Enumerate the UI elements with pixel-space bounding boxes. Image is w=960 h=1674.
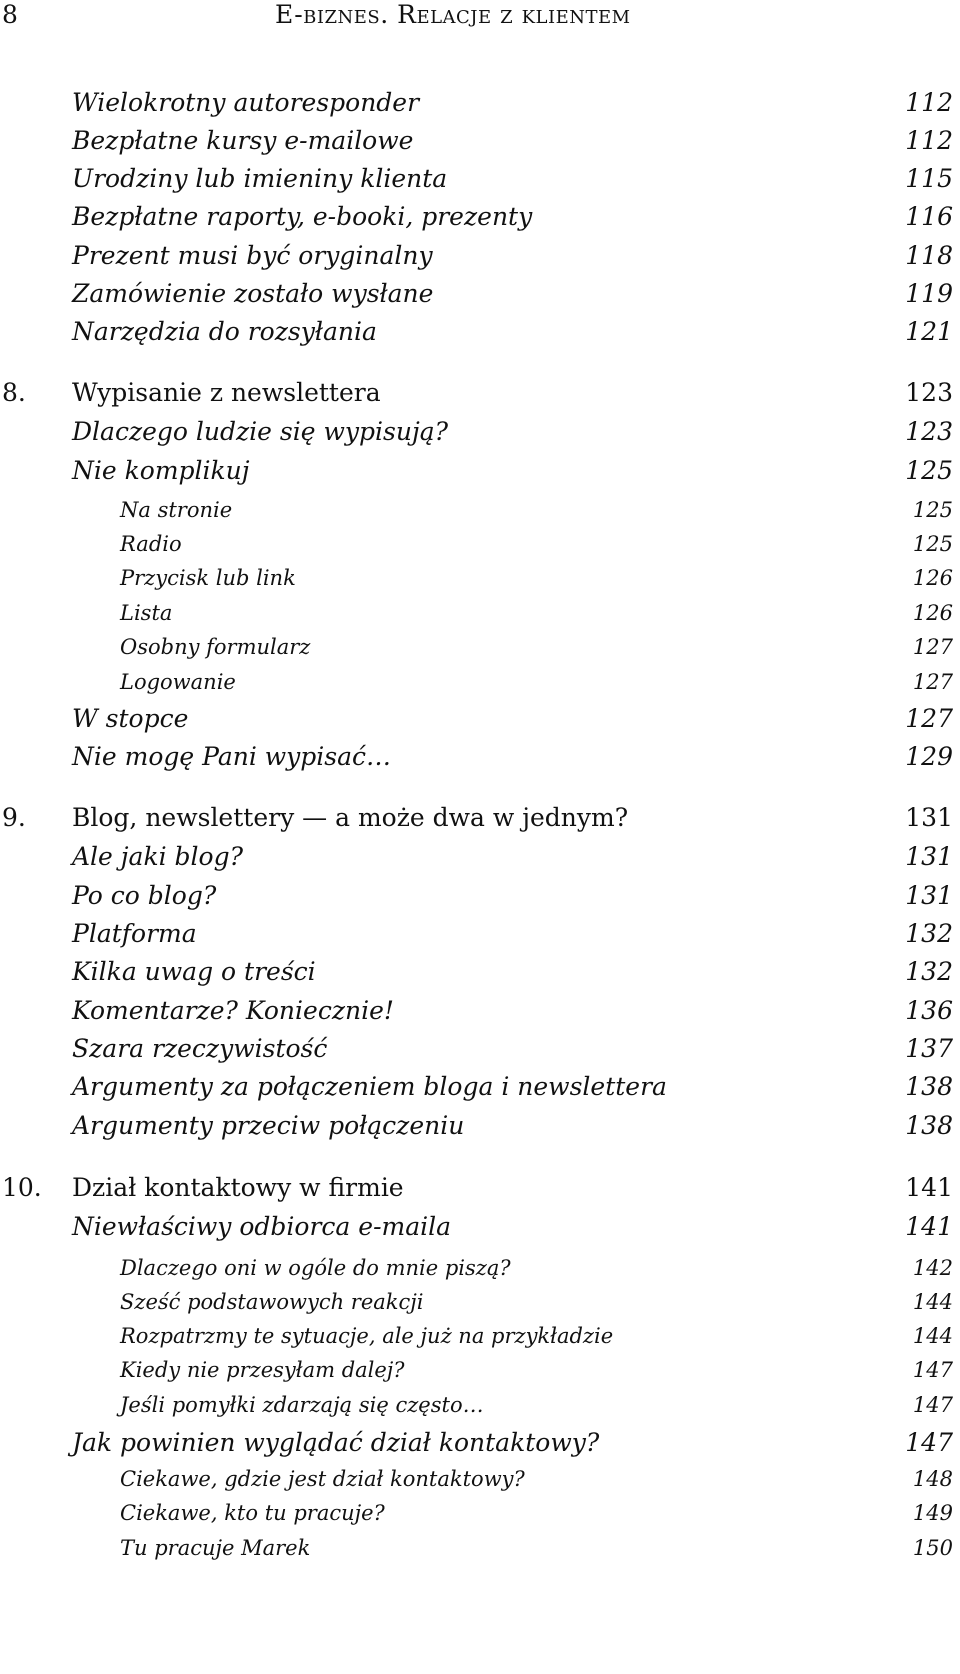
entry-title: Kilka uwag o treści bbox=[72, 957, 316, 986]
entry-page-number: 142 bbox=[912, 1256, 953, 1280]
toc-section bbox=[0, 957, 960, 991]
entry-title: Zamówienie zostało wysłane bbox=[72, 279, 434, 308]
entry-page-number: 131 bbox=[905, 803, 953, 832]
entry-page-number: 116 bbox=[905, 202, 953, 231]
entry-title: Nie komplikuj bbox=[72, 456, 250, 485]
chapter-number: 9. bbox=[2, 803, 26, 832]
toc-section bbox=[0, 1034, 960, 1068]
entry-title: Szara rzeczywistość bbox=[72, 1034, 328, 1063]
entry-page-number: 127 bbox=[912, 670, 953, 694]
entry-page-number: 144 bbox=[912, 1324, 953, 1348]
entry-title: Na stronie bbox=[120, 498, 233, 522]
entry-title: Nie mogę Pani wypisać… bbox=[72, 742, 392, 771]
toc-section bbox=[0, 1111, 960, 1145]
entry-title: Komentarze? Koniecznie! bbox=[72, 996, 394, 1025]
entry-title: Bezpłatne raporty, e-booki, prezenty bbox=[72, 202, 533, 231]
toc-subsection bbox=[0, 1392, 960, 1426]
toc-section bbox=[0, 126, 960, 160]
entry-page-number: 138 bbox=[905, 1072, 953, 1101]
toc-subsection bbox=[0, 497, 960, 531]
entry-page-number: 136 bbox=[905, 996, 953, 1025]
entry-page-number: 127 bbox=[912, 635, 953, 659]
toc-section bbox=[0, 1212, 960, 1246]
toc-section bbox=[0, 241, 960, 275]
toc-section bbox=[0, 704, 960, 738]
entry-title: Blog, newslettery — a może dwa w jednym? bbox=[72, 803, 629, 832]
chapter-number: 8. bbox=[2, 378, 26, 407]
toc-section bbox=[0, 88, 960, 122]
entry-page-number: 123 bbox=[905, 417, 953, 446]
entry-page-number: 144 bbox=[912, 1290, 953, 1314]
entry-page-number: 147 bbox=[912, 1393, 953, 1417]
entry-page-number: 141 bbox=[905, 1173, 953, 1202]
entry-title: Prezent musi być oryginalny bbox=[72, 241, 433, 270]
entry-page-number: 118 bbox=[905, 241, 953, 270]
entry-title: Niewłaściwy odbiorca e-maila bbox=[72, 1212, 452, 1241]
entry-title: Narzędzia do rozsyłania bbox=[72, 317, 377, 346]
entry-title: Lista bbox=[120, 601, 173, 625]
toc-section bbox=[0, 164, 960, 198]
entry-title: Tu pracuje Marek bbox=[120, 1536, 311, 1560]
toc-section bbox=[0, 1428, 960, 1462]
entry-title: Radio bbox=[120, 532, 182, 556]
entry-title: Urodziny lub imieniny klienta bbox=[72, 164, 448, 193]
toc-subsection bbox=[0, 1255, 960, 1289]
entry-page-number: 127 bbox=[905, 704, 953, 733]
entry-page-number: 141 bbox=[905, 1212, 953, 1241]
toc-subsection bbox=[0, 1466, 960, 1500]
toc-chapter bbox=[0, 378, 960, 412]
toc-section bbox=[0, 417, 960, 451]
entry-title: Ciekawe, kto tu pracuje? bbox=[120, 1501, 385, 1525]
toc-section bbox=[0, 1072, 960, 1106]
toc-subsection bbox=[0, 669, 960, 703]
toc-section bbox=[0, 456, 960, 490]
toc-section bbox=[0, 279, 960, 313]
entry-page-number: 147 bbox=[912, 1358, 953, 1382]
running-title: E-biznes. Relacje z klientem bbox=[275, 0, 631, 29]
entry-page-number: 132 bbox=[905, 957, 953, 986]
entry-title: Wielokrotny autoresponder bbox=[72, 88, 420, 117]
entry-page-number: 148 bbox=[912, 1467, 953, 1491]
toc-section bbox=[0, 742, 960, 776]
entry-title: Dlaczego ludzie się wypisują? bbox=[72, 417, 449, 446]
entry-title: Bezpłatne kursy e-mailowe bbox=[72, 126, 414, 155]
entry-title: W stopce bbox=[72, 704, 189, 733]
entry-title: Platforma bbox=[72, 919, 197, 948]
entry-page-number: 138 bbox=[905, 1111, 953, 1140]
entry-page-number: 119 bbox=[905, 279, 953, 308]
entry-page-number: 126 bbox=[912, 566, 953, 590]
toc-section bbox=[0, 317, 960, 351]
entry-title: Jeśli pomyłki zdarzają się często… bbox=[120, 1393, 484, 1417]
entry-page-number: 131 bbox=[905, 881, 953, 910]
entry-title: Jak powinien wyglądać dział kontaktowy? bbox=[72, 1428, 600, 1457]
entry-title: Rozpatrzmy te sytuacje, ale już na przykładzie bbox=[120, 1324, 614, 1348]
entry-page-number: 115 bbox=[905, 164, 953, 193]
entry-title: Przycisk lub link bbox=[120, 566, 296, 590]
entry-page-number: 132 bbox=[905, 919, 953, 948]
entry-page-number: 131 bbox=[905, 842, 953, 871]
toc-chapter bbox=[0, 803, 960, 837]
toc-section bbox=[0, 881, 960, 915]
toc-chapter bbox=[0, 1173, 960, 1207]
entry-title: Po co blog? bbox=[72, 881, 217, 910]
entry-title: Ciekawe, gdzie jest dział kontaktowy? bbox=[120, 1467, 525, 1491]
toc-section bbox=[0, 996, 960, 1030]
entry-title: Ale jaki blog? bbox=[72, 842, 243, 871]
entry-title: Kiedy nie przesyłam dalej? bbox=[120, 1358, 405, 1382]
page-number: 8 bbox=[2, 0, 18, 29]
entry-title: Dlaczego oni w ogóle do mnie piszą? bbox=[120, 1256, 511, 1280]
toc-subsection bbox=[0, 1500, 960, 1534]
entry-page-number: 150 bbox=[912, 1536, 953, 1560]
toc-subsection bbox=[0, 1357, 960, 1391]
entry-page-number: 112 bbox=[905, 88, 953, 117]
entry-title: Wypisanie z newslettera bbox=[72, 378, 381, 407]
toc-subsection bbox=[0, 634, 960, 668]
toc-subsection bbox=[0, 600, 960, 634]
entry-page-number: 125 bbox=[912, 532, 953, 556]
entry-page-number: 125 bbox=[905, 456, 953, 485]
toc-section bbox=[0, 919, 960, 953]
entry-page-number: 126 bbox=[912, 601, 953, 625]
entry-page-number: 123 bbox=[905, 378, 953, 407]
entry-page-number: 121 bbox=[905, 317, 953, 346]
entry-page-number: 112 bbox=[905, 126, 953, 155]
chapter-number: 10. bbox=[2, 1173, 42, 1202]
entry-page-number: 129 bbox=[905, 742, 953, 771]
toc-subsection bbox=[0, 1289, 960, 1323]
toc-subsection bbox=[0, 531, 960, 565]
entry-title: Osobny formularz bbox=[120, 635, 311, 659]
toc-subsection bbox=[0, 565, 960, 599]
entry-page-number: 137 bbox=[905, 1034, 953, 1063]
toc-subsection bbox=[0, 1535, 960, 1569]
toc-section bbox=[0, 842, 960, 876]
entry-title: Argumenty za połączeniem bloga i newslettera bbox=[72, 1072, 667, 1101]
entry-page-number: 125 bbox=[912, 498, 953, 522]
entry-page-number: 147 bbox=[905, 1428, 953, 1457]
entry-title: Argumenty przeciw połączeniu bbox=[72, 1111, 465, 1140]
entry-page-number: 149 bbox=[912, 1501, 953, 1525]
entry-title: Sześć podstawowych reakcji bbox=[120, 1290, 424, 1314]
entry-title: Logowanie bbox=[120, 670, 236, 694]
toc-subsection bbox=[0, 1323, 960, 1357]
toc-section bbox=[0, 202, 960, 236]
entry-title: Dział kontaktowy w firmie bbox=[72, 1173, 404, 1202]
